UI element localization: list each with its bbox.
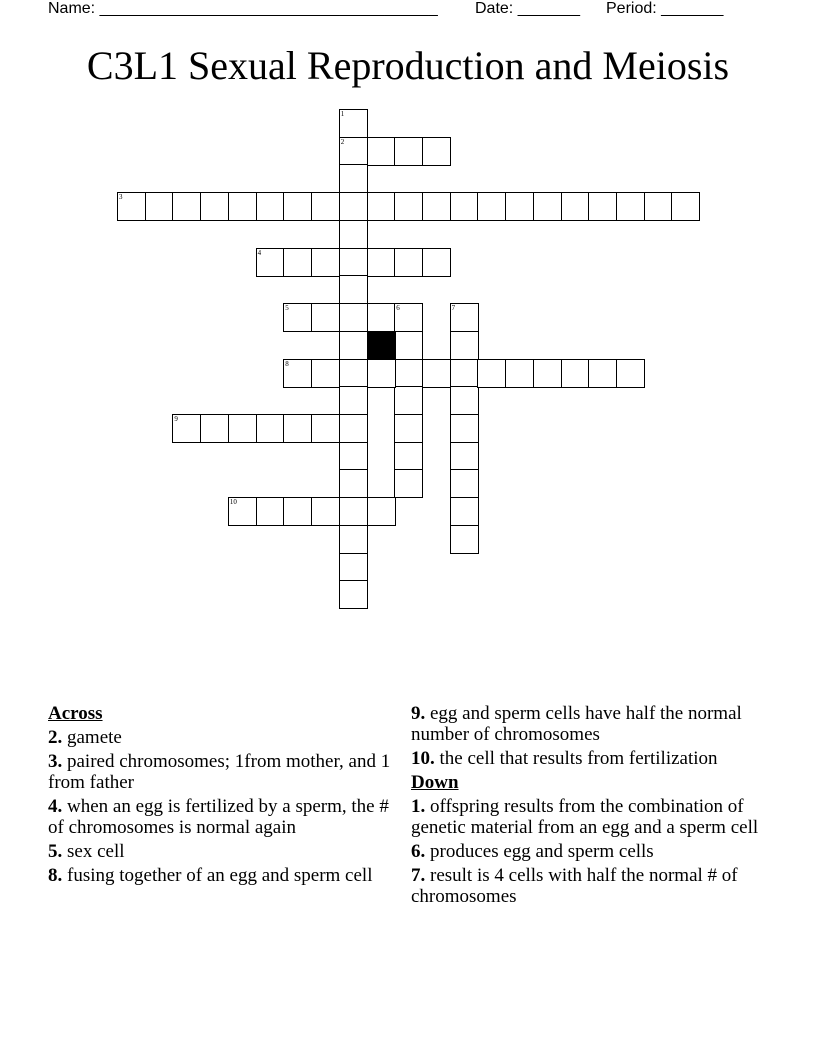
grid-cell[interactable] [283, 414, 312, 443]
grid-cell[interactable] [339, 137, 368, 166]
grid-cell[interactable] [311, 192, 340, 221]
grid-cell[interactable] [533, 359, 562, 388]
down-heading: Down [411, 772, 459, 793]
grid-cell[interactable] [394, 331, 423, 360]
grid-cell[interactable] [477, 359, 506, 388]
grid-cell[interactable] [339, 553, 368, 582]
grid-cell[interactable] [505, 192, 534, 221]
clues-column-right [411, 703, 771, 910]
grid-cell[interactable] [450, 469, 479, 498]
grid-cell[interactable] [367, 303, 396, 332]
across-clue-3: 3. paired chromosomes; 1from mother, and 1 from father [48, 751, 391, 793]
grid-cell[interactable] [339, 109, 368, 138]
clue-number: 2 [340, 137, 345, 146]
grid-cell[interactable] [283, 303, 312, 332]
clue-number: 10 [229, 498, 237, 507]
clue-number: 5 [285, 304, 289, 312]
across-clue-4: 4. when an egg is fertilized by a sperm, the # of chromosomes is normal again [48, 796, 389, 838]
name-field[interactable]: Name: ______________________________________ [48, 0, 438, 17]
grid-cell[interactable] [200, 192, 229, 221]
clue-number: 1 [340, 110, 345, 118]
grid-cell[interactable] [339, 442, 368, 471]
grid-cell[interactable] [172, 414, 201, 443]
grid-cell[interactable] [339, 331, 368, 360]
grid-cell[interactable] [671, 192, 700, 221]
clue-number: 4 [257, 248, 262, 257]
grid-cell[interactable] [644, 192, 673, 221]
grid-cell[interactable] [339, 414, 368, 443]
page-title: C3L1 Sexual Reproduction and Meiosis [86, 43, 730, 88]
grid-cell[interactable] [339, 525, 368, 554]
grid-cell[interactable] [450, 359, 479, 388]
down-clue-1: 1. offspring results from the combination of genetic material from an egg and a sperm cell [411, 796, 759, 838]
grid-cell[interactable] [422, 359, 451, 388]
grid-cell[interactable] [311, 414, 340, 443]
grid-cell[interactable] [339, 497, 368, 526]
grid-cell[interactable] [228, 414, 257, 443]
grid-cell[interactable] [145, 192, 174, 221]
grid-cell[interactable] [533, 192, 562, 221]
grid-cell[interactable] [172, 192, 201, 221]
grid-cell[interactable] [450, 331, 479, 360]
grid-cell[interactable] [616, 359, 645, 388]
grid-cell[interactable] [616, 192, 645, 221]
grid-cell[interactable] [394, 248, 423, 277]
period-field[interactable]: Period: _______ [606, 0, 724, 17]
grid-cell[interactable] [561, 192, 590, 221]
grid-cell[interactable] [450, 497, 479, 526]
grid-cell[interactable] [450, 386, 479, 415]
grid-cell[interactable] [422, 248, 451, 277]
grid-cell[interactable] [588, 359, 617, 388]
grid-cell[interactable] [339, 192, 368, 221]
grid-cell[interactable] [367, 248, 396, 277]
grid-cell[interactable] [450, 442, 479, 471]
grid-cell[interactable] [283, 192, 312, 221]
across-clue-8: 8. fusing together of an egg and sperm cell [48, 865, 373, 886]
grid-cell[interactable] [394, 303, 423, 332]
grid-cell[interactable] [477, 192, 506, 221]
grid-cell[interactable] [394, 442, 423, 471]
grid-cell[interactable] [367, 137, 396, 166]
grid-cell[interactable] [311, 248, 340, 277]
grid-cell[interactable] [256, 248, 285, 277]
clue-number: 6 [396, 304, 400, 312]
grid-cell[interactable] [339, 248, 368, 277]
grid-cell[interactable] [394, 469, 423, 498]
grid-cell[interactable] [283, 497, 312, 526]
grid-cell[interactable] [283, 248, 312, 277]
grid-cell[interactable] [394, 386, 423, 415]
grid-cell[interactable] [394, 137, 423, 166]
grid-cell[interactable] [367, 192, 396, 221]
clues-column-left [48, 703, 398, 889]
grid-cell[interactable] [339, 580, 368, 609]
grid-cell[interactable] [422, 192, 451, 221]
grid-cell[interactable] [311, 497, 340, 526]
down-clue-7: 7. result is 4 cells with half the normal # of chromosomes [411, 865, 738, 907]
down-clue-6: 6. produces egg and sperm cells [411, 841, 654, 862]
grid-cell[interactable] [450, 414, 479, 443]
grid-cell[interactable] [339, 303, 368, 332]
grid-cell[interactable] [394, 192, 423, 221]
date-field[interactable]: Date: _______ [475, 0, 580, 17]
grid-cell[interactable] [339, 386, 368, 415]
grid-cell[interactable] [256, 414, 285, 443]
grid-cell[interactable] [394, 414, 423, 443]
grid-cell[interactable] [228, 192, 257, 221]
grid-cell[interactable] [367, 359, 396, 388]
grid-cell[interactable] [450, 525, 479, 554]
across-clue-10: 10. the cell that results from fertilization [411, 748, 718, 769]
grid-cell[interactable] [450, 192, 479, 221]
clue-number: 9 [174, 414, 178, 423]
across-heading: Across [48, 703, 103, 724]
grid-cell[interactable] [228, 497, 257, 526]
grid-cell[interactable] [283, 359, 312, 388]
across-clue-5: 5. sex cell [48, 841, 125, 862]
grid-cell[interactable] [588, 192, 617, 221]
clue-number: 3 [119, 193, 123, 202]
clue-number: 7 [451, 304, 456, 312]
clue-number: 8 [285, 359, 289, 368]
grid-cell[interactable] [256, 192, 285, 221]
grid-cell[interactable] [311, 303, 340, 332]
grid-cell[interactable] [339, 220, 368, 249]
grid-cell[interactable] [311, 359, 340, 388]
grid-cell[interactable] [339, 469, 368, 498]
grid-cell[interactable] [117, 192, 146, 221]
across-clue-2: 2. gamete [48, 727, 122, 748]
grid-cell[interactable] [339, 359, 368, 388]
blocked-cell [367, 331, 396, 360]
grid-cell[interactable] [339, 275, 368, 304]
grid-cell[interactable] [200, 414, 229, 443]
grid-cell[interactable] [561, 359, 590, 388]
grid-cell[interactable] [505, 359, 534, 388]
grid-cell[interactable] [422, 137, 451, 166]
grid-cell[interactable] [256, 497, 285, 526]
grid-cell[interactable] [450, 303, 479, 332]
grid-cell[interactable] [367, 497, 396, 526]
grid-cell[interactable] [394, 359, 423, 388]
grid-cell[interactable] [339, 164, 368, 193]
across-clue-9: 9. egg and sperm cells have half the normal number of chromosomes [411, 703, 742, 745]
